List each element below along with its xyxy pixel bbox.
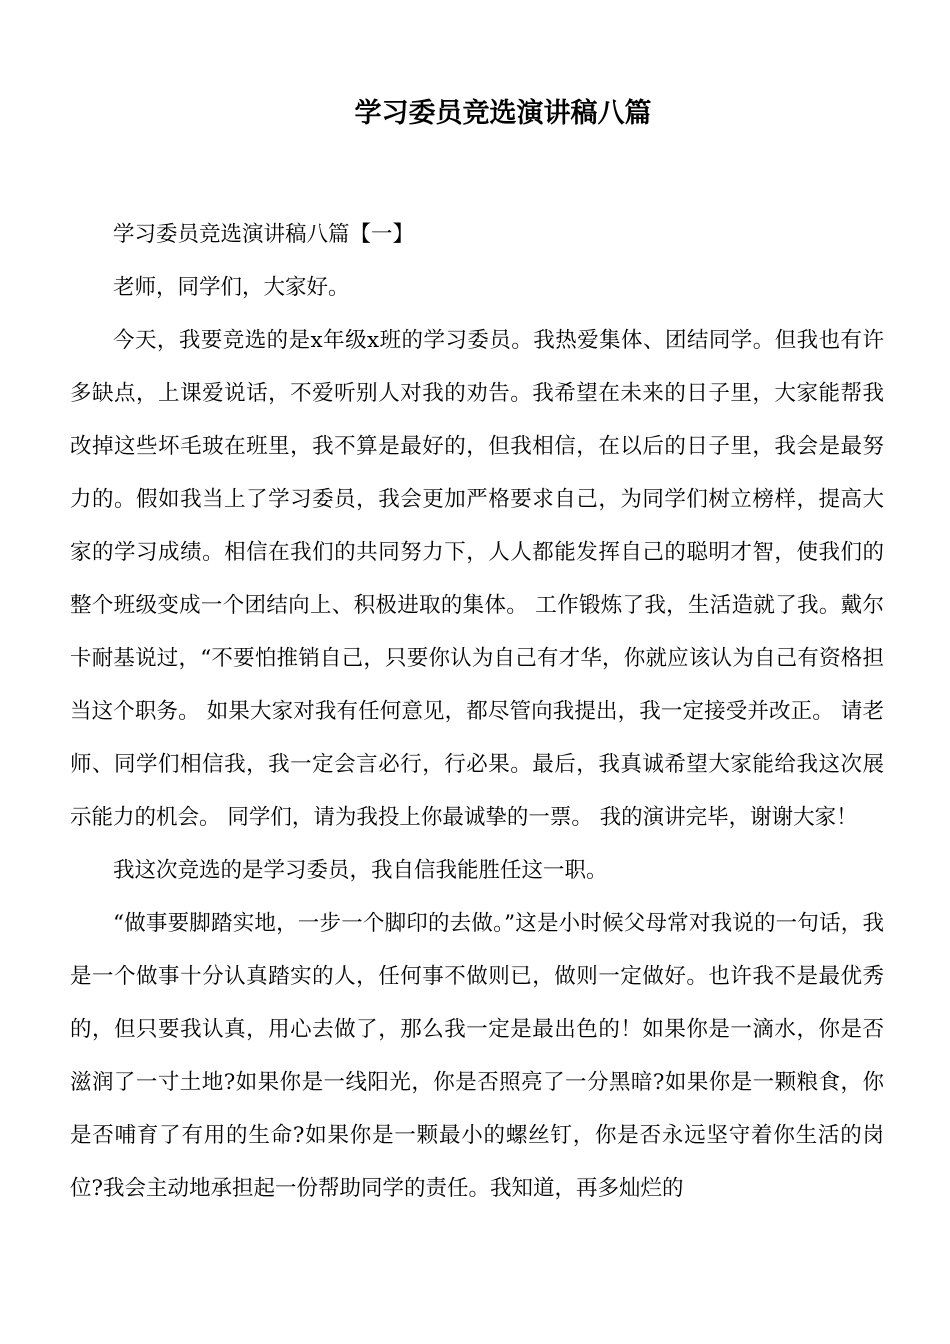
document-title: 学习委员竞选演讲稿八篇 <box>354 98 652 129</box>
greeting-paragraph: 老师，同学们，大家好。 <box>113 275 350 300</box>
body-paragraph: 今天，我要竞选的是x年级x班的学习委员。我热爱集体、团结同学。但我也有许多缺点，上课爱说话，不爱听别人对我的劝告。我希望在未来的日子里，大家能帮我改掉这些坏毛玻在班里，我不算是最好的，但我相信，在以后的日子里，我会是最努力的。假如我当上了学习委员，我会更加严格要求自己，为同学们树立榜样，提高大家的学习成绩。相信在我们的共同努力下，人人都能发挥自己的聪明才智，使我们的整个班级变成一个团结向上、积极进取的集体。 工作锻炼了我，生活造就了我。戴尔卡耐基说过，“不要怕推销自己，只要你认为自己有才华，你就应该认为自己有资格担当这个职务。 如果大家对我有任何意见，都尽管向我提出，我一定接受并改正。 请老师、同学们相信我，我一定会言必行，行必果。最后，我真诚希望大家能给我这次展示能力的机会。 同学们，请为我投上你最诚挚的一票。 我的演讲完毕，谢谢大家！ <box>70 328 884 830</box>
document-body <box>70 208 884 1215</box>
body-paragraph: “做事要脚踏实地，一步一个脚印的去做。”这是小时候父母常对我说的一句话，我是一个做事十分认真踏实的人，任何事不做则已，做则一定做好。也许我不是最优秀的，但只要我认真，用心去做了，那么我一定是最出色的！如果你是一滴水，你是否滋润了一寸土地?如果你是一线阳光，你是否照亮了一分黑暗?如果你是一颗粮食，你是否哺育了有用的生命?如果你是一颗最小的螺丝钉，你是否永远坚守着你生活的岗位?我会主动地承担起一份帮助同学的责任。我知道，再多灿烂的 <box>70 911 884 1201</box>
section-heading: 学习委员竞选演讲稿八篇【一】 <box>113 222 415 247</box>
body-paragraph: 我这次竞选的是学习委员，我自信我能胜任这一职。 <box>113 858 608 883</box>
